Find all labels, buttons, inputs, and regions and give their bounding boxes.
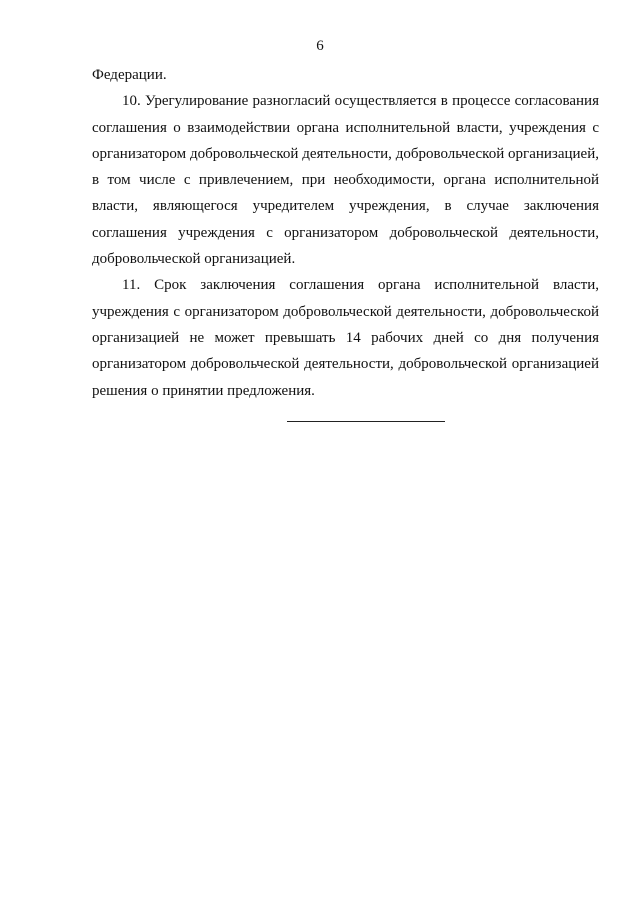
paragraph-continuation: Федерации. bbox=[92, 67, 167, 83]
paragraph-item-11: 11. Срок заключения соглашения органа исполнительной власти, учреждения с организатором добровольческой деятельности, добровольческой организацией не может превышать 14 рабочих дней со дня получения организатором добровольческой деятельности, добровольческой организацией решения о принятии предложения. bbox=[92, 277, 599, 399]
end-separator-line bbox=[287, 421, 445, 422]
document-body bbox=[92, 62, 599, 404]
paragraph-item-10: 10. Урегулирование разногласий осуществляется в процессе согласования соглашения о взаимодействии органа исполнительной власти, учреждения с организатором добровольческой деятельности, добровольческой организацией, в том числе с привлечением, при необходимости, органа исполнительной власти, являющегося учредителем учреждения, в случае заключения соглашения учреждения с организатором добровольческой деятельности, добровольческой организацией. bbox=[92, 93, 599, 268]
page-number: 6 bbox=[316, 38, 324, 54]
